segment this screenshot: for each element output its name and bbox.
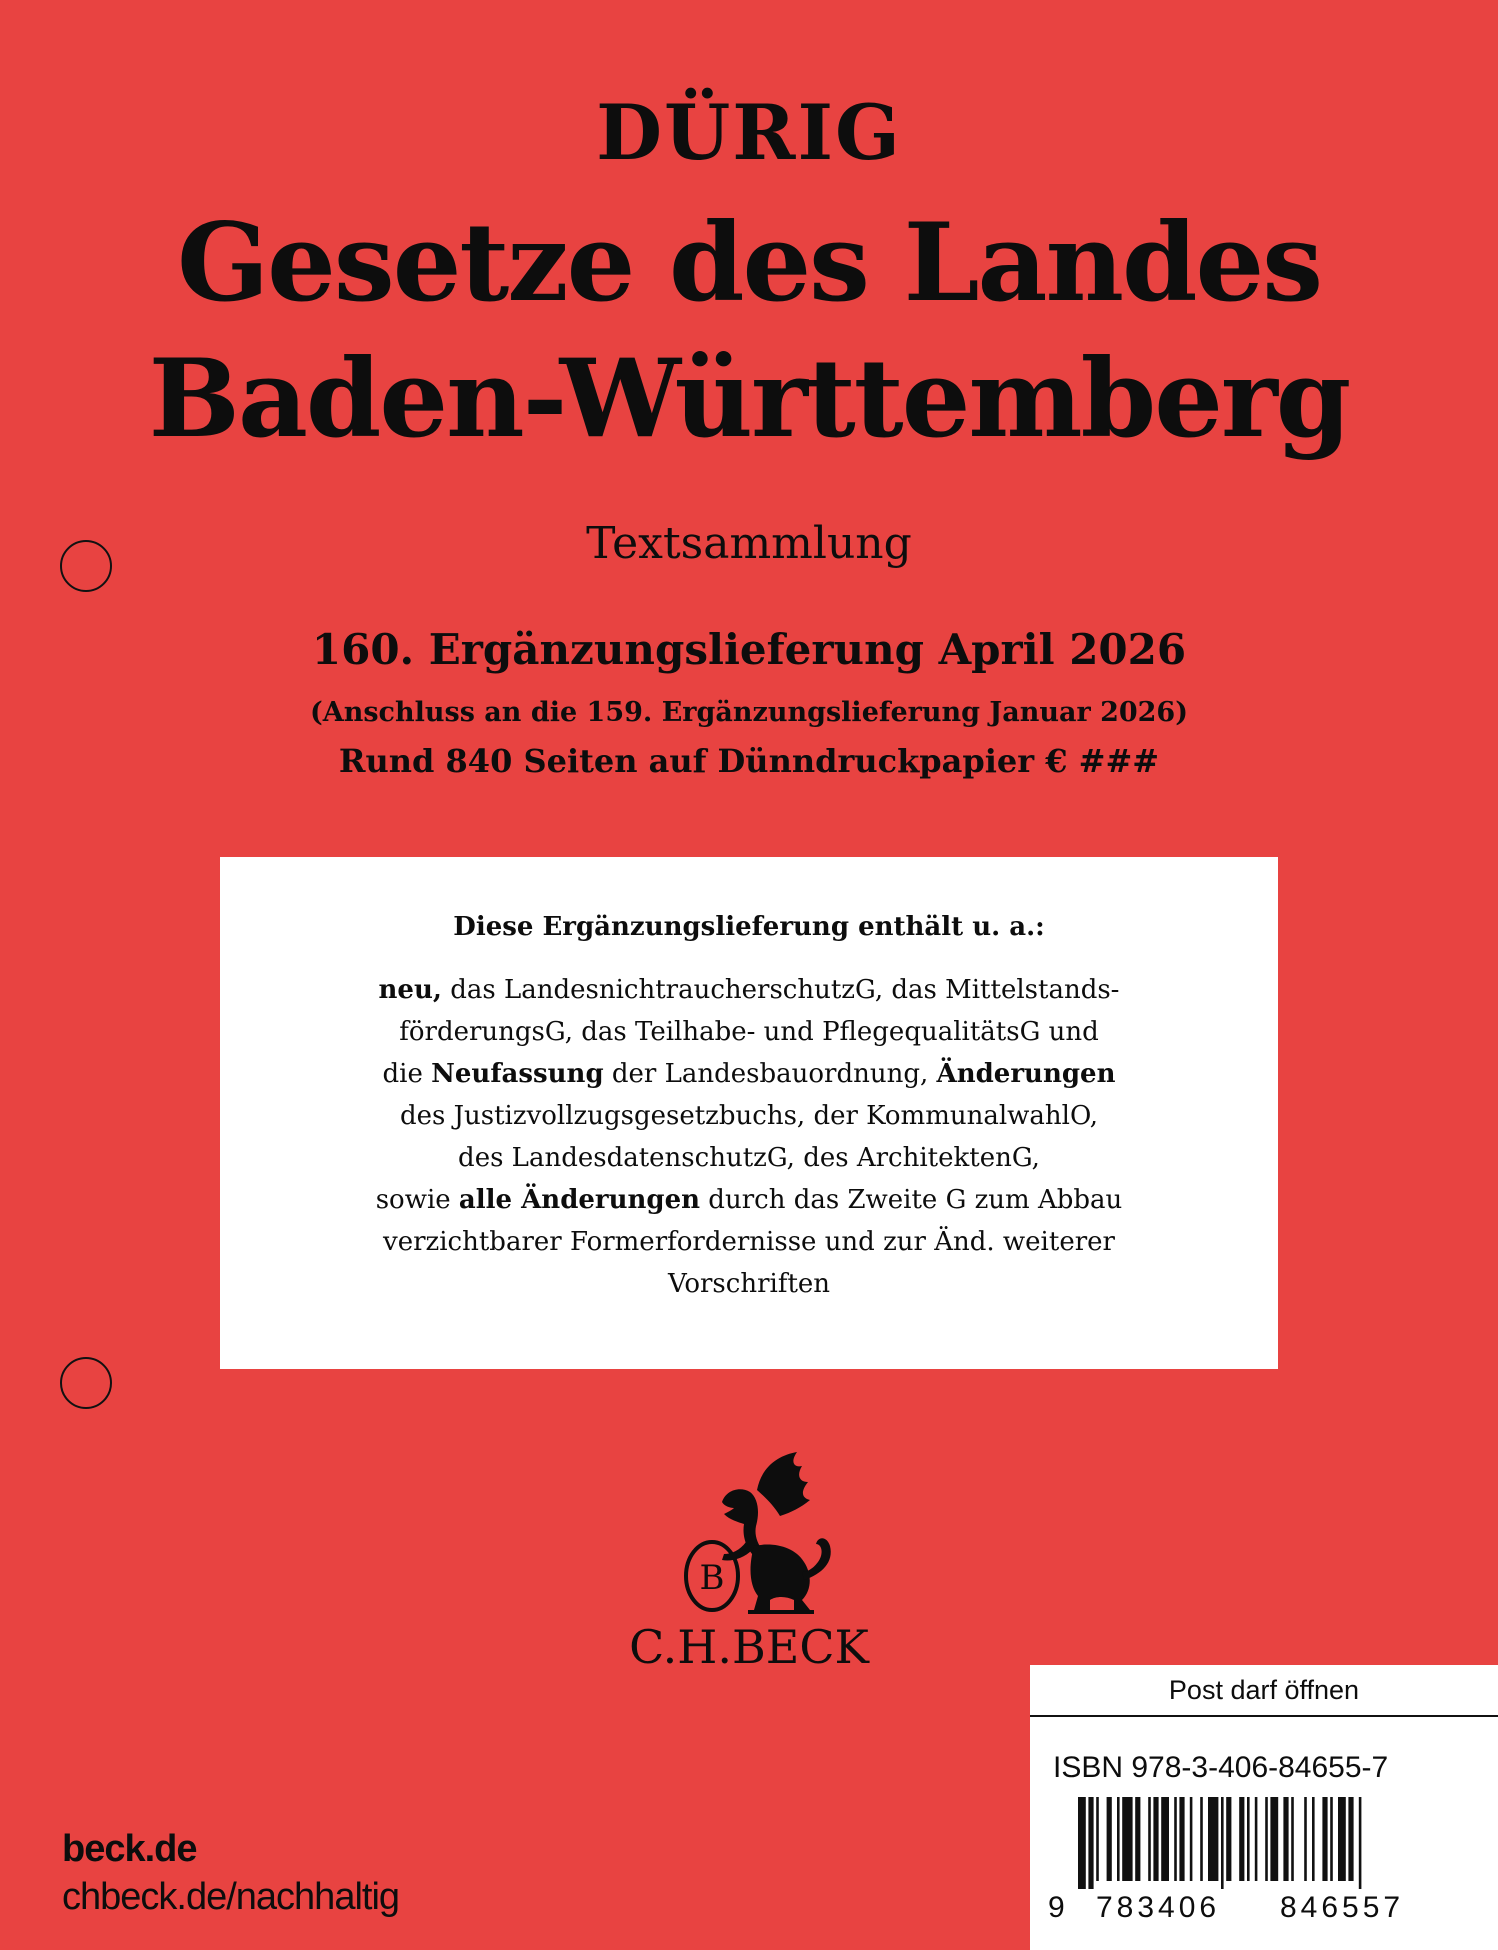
contents-line-8: Vorschriften xyxy=(667,1269,831,1299)
barcode-bar xyxy=(1088,1797,1093,1889)
contents-body xyxy=(260,969,1238,1305)
isbn-text: ISBN 978-3-406-84655-7 xyxy=(1053,1751,1389,1784)
contents-line-7: verzichtbarer Formerfordernisse und zur Änd. weiterer xyxy=(383,1227,1115,1257)
ean-right-digits: 846557 xyxy=(1280,1891,1405,1924)
title-line-1: Gesetze des Landes xyxy=(176,200,1322,326)
author-name: DÜRIG xyxy=(596,88,902,177)
contents-line-4: des Justizvollzugsgesetzbuchs, der KommunalwahlO, xyxy=(399,1101,1099,1131)
barcode-bar xyxy=(1107,1797,1112,1881)
barcode-bar xyxy=(1200,1797,1203,1881)
sustainability-link[interactable]: chbeck.de/nachhaltig xyxy=(62,1876,400,1918)
barcode-label xyxy=(1030,1665,1498,1950)
barcode-bar xyxy=(1247,1797,1250,1881)
contents-alle-aenderungen: alle Änderungen xyxy=(458,1185,701,1215)
barcode-bar xyxy=(1270,1797,1278,1881)
barcode-bar xyxy=(1312,1797,1315,1881)
website-link[interactable]: beck.de xyxy=(62,1828,197,1870)
contents-line-1-text: das LandesnichtraucherschutzG, das Mittelstands- xyxy=(441,975,1120,1005)
barcode-bar xyxy=(1078,1797,1086,1889)
ean-left-digits: 783406 xyxy=(1096,1891,1221,1924)
barcode-bar xyxy=(1221,1797,1224,1889)
barcode-bar xyxy=(1174,1797,1177,1881)
barcode-bar xyxy=(1348,1797,1353,1881)
ean-first-digit: 9 xyxy=(1048,1891,1065,1924)
edition-info: 160. Ergänzungslieferung April 2026 xyxy=(311,625,1187,674)
publisher-name: C.H.BECK xyxy=(629,1620,869,1674)
contents-neufassung: Neufassung xyxy=(431,1059,604,1089)
publisher-websites xyxy=(62,1825,399,1921)
punch-hole-bottom xyxy=(60,1357,112,1409)
edition-predecessor: (Anschluss an die 159. Ergänzungslieferung Januar 2026) xyxy=(309,697,1188,728)
subtitle: Textsammlung xyxy=(586,518,912,569)
contents-line-3-c: der Landesbauordnung, xyxy=(603,1059,937,1089)
barcode-bar xyxy=(1330,1797,1333,1881)
contents-line-5: des LandesdatenschutzG, des ArchitektenG, xyxy=(458,1143,1040,1173)
barcode-bar xyxy=(1226,1797,1231,1881)
contents-aenderungen: Änderungen xyxy=(936,1059,1116,1089)
contents-line-3-a: die xyxy=(382,1059,432,1089)
barcode-bar xyxy=(1153,1797,1158,1881)
barcode-bar xyxy=(1255,1797,1258,1881)
contents-neu: neu, xyxy=(378,975,442,1005)
barcode-bar xyxy=(1283,1797,1288,1881)
contents-line-3 xyxy=(260,1053,1238,1095)
barcode-bar xyxy=(1096,1797,1099,1881)
page-count-price: Rund 840 Seiten auf Dünndruckpapier € ### xyxy=(338,742,1160,780)
barcode-bar xyxy=(1239,1797,1244,1881)
barcode-bar xyxy=(1359,1797,1362,1889)
barcode-bar xyxy=(1117,1797,1120,1881)
barcode-bar xyxy=(1322,1797,1327,1881)
title-line-2: Baden-Württemberg xyxy=(148,336,1350,462)
contents-box xyxy=(220,857,1278,1369)
contents-line-6-a: sowie xyxy=(375,1185,459,1215)
barcode-bar xyxy=(1304,1797,1307,1881)
punch-hole-top xyxy=(60,540,112,592)
contents-heading: Diese Ergänzungslieferung enthält u. a.: xyxy=(453,912,1045,942)
barcode-bar xyxy=(1265,1797,1268,1881)
contents-line-6-c: durch das Zweite G zum Abbau xyxy=(700,1185,1123,1215)
barcode-bar xyxy=(1161,1797,1169,1881)
griffin-logo-icon xyxy=(662,1450,842,1620)
logo-letter: B xyxy=(699,1558,725,1598)
post-notice: Post darf öffnen xyxy=(1030,1665,1498,1717)
barcode-bar xyxy=(1190,1797,1193,1881)
barcode-icon xyxy=(1078,1797,1478,1889)
barcode-bar xyxy=(1135,1797,1140,1881)
barcode-bar xyxy=(1148,1797,1151,1881)
barcode-bar xyxy=(1179,1797,1184,1881)
contents-line-2: förderungsG, das Teilhabe- und PflegequalitätsG und xyxy=(399,1017,1099,1047)
barcode-bar xyxy=(1291,1797,1294,1881)
barcode-bar xyxy=(1122,1797,1132,1881)
barcode-bar xyxy=(1338,1797,1346,1881)
contents-line-1 xyxy=(260,969,1238,1011)
contents-line-6 xyxy=(260,1179,1238,1221)
barcode-bar xyxy=(1208,1797,1218,1881)
